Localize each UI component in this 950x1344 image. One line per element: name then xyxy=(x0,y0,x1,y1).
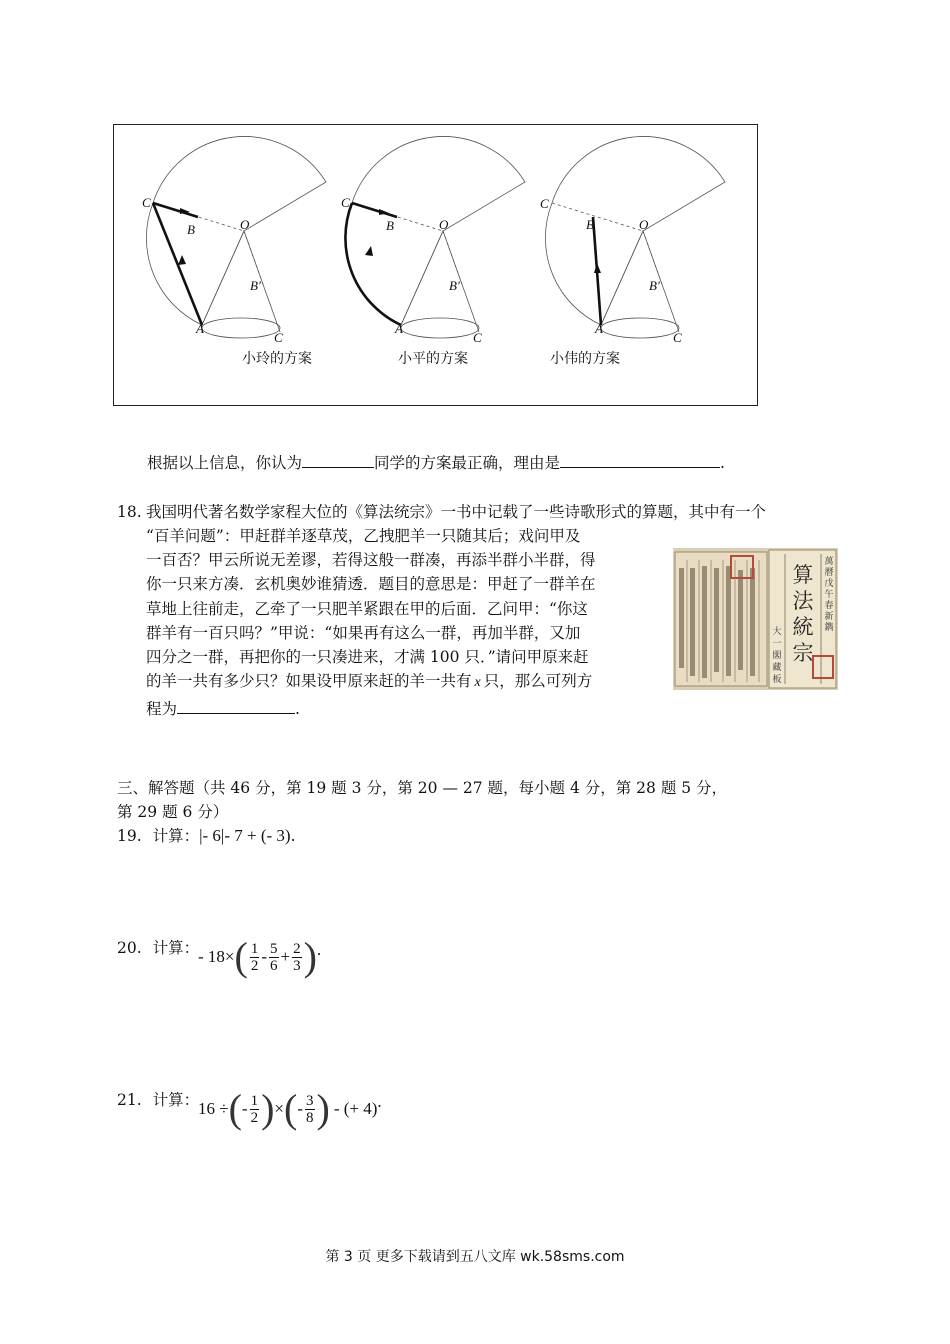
q21-paren-2-right: ) xyxy=(316,1086,330,1131)
q18-line9-end: . xyxy=(295,700,300,718)
book-small-3: 閣 xyxy=(772,651,782,661)
q18-line3: 一百否？甲云所说无差谬，若得这般一群凑，再添半群小半群，得 xyxy=(146,551,596,569)
q21-paren-1-right: ) xyxy=(261,1086,275,1131)
q21-end: . xyxy=(377,1092,382,1111)
q21-number: 21. xyxy=(117,1091,142,1109)
q21-frac-2: $\frac{3}{8}$ xyxy=(306,1092,314,1126)
q18-line4: 你一只来方凑．玄机奥妙谁猜透．题目的意思是：甲赶了一群羊在 xyxy=(146,575,596,593)
book-title-char-2: 法 xyxy=(792,589,814,613)
q21-lead: 16 ÷ xyxy=(198,1099,229,1118)
q17-end: . xyxy=(720,454,725,472)
book-title-char-4: 宗 xyxy=(792,641,814,665)
label-c2-1: C xyxy=(274,330,283,345)
book-side-6: 新 xyxy=(824,612,834,622)
q18-line7: 四分之一群，再把你的一只凑进来，才满 100 只．”请问甲原来赶 xyxy=(146,648,589,666)
q18-line9-text: 程为 xyxy=(146,700,178,718)
q21-tail: - (+ 4) xyxy=(333,1099,378,1118)
book-small-4: 藏 xyxy=(772,663,782,673)
q18-number: 18. xyxy=(117,503,142,521)
q18-blank-equation[interactable] xyxy=(177,695,295,714)
book-small-2: 一 xyxy=(772,639,782,649)
q18-line6: 群羊有一百只吗？”甲说：“如果再有这么一群，再加半群，又加 xyxy=(146,624,581,642)
book-title-char-3: 統 xyxy=(792,615,814,639)
q20-number: 20. xyxy=(117,939,142,957)
section3-title-line1: 三、解答题（共 46 分，第 19 题 3 分，第 20 — 27 题，每小题 4 分，第 28 题 5 分， xyxy=(117,779,728,797)
book-side-2: 曆 xyxy=(824,568,834,578)
q19-number: 19. xyxy=(117,827,142,845)
q21-label: 计算： xyxy=(152,1091,200,1109)
q20-end: . xyxy=(316,940,322,959)
q19-end: . xyxy=(290,827,296,845)
q21-paren-1-left: ( xyxy=(228,1086,242,1131)
q21-expression xyxy=(198,1086,382,1132)
label-o-1: O xyxy=(240,217,250,232)
q21-paren-2-left: ( xyxy=(284,1086,298,1131)
q17-answer-line xyxy=(147,449,725,475)
label-bp-3: B' xyxy=(649,278,660,293)
book-side-5: 春 xyxy=(824,601,834,611)
cone-unfolding-diagram xyxy=(114,125,759,407)
book-side-3: 戊 xyxy=(824,579,834,589)
book-side-1: 萬 xyxy=(824,557,834,567)
caption-xiaowei: 小伟的方案 xyxy=(550,351,620,367)
label-o-2: O xyxy=(439,217,449,232)
xiaoling-path-cb xyxy=(153,203,198,217)
caption-xiaoling: 小玲的方案 xyxy=(242,351,312,367)
label-c-1: C xyxy=(142,195,151,210)
book-small-1: 大 xyxy=(772,627,782,637)
label-c-2: C xyxy=(341,195,350,210)
q20-right-paren: ) xyxy=(303,934,317,979)
q21-frac-1: $\frac{1}{2}$ xyxy=(250,1092,259,1126)
label-a-2: A xyxy=(395,321,403,336)
suanfa-tongzong-book-image xyxy=(673,548,838,690)
label-c2-3: C xyxy=(673,330,682,345)
q21-times: × xyxy=(274,1099,285,1118)
label-c-3: C xyxy=(540,196,549,211)
q17-blank-student[interactable] xyxy=(302,449,374,468)
q17-prefix: 根据以上信息，你认为 xyxy=(147,454,303,472)
q20-left-paren: ( xyxy=(234,934,248,979)
book-title-char-1: 算 xyxy=(792,563,814,587)
label-a-3: A xyxy=(595,321,603,336)
q21-sign-2: - xyxy=(297,1099,304,1118)
q20-frac-3: $\frac{2}{3}$ xyxy=(293,940,301,974)
label-b-1: B xyxy=(187,222,195,237)
label-bp-2: B' xyxy=(449,278,460,293)
q18-line8-b: 只，那么可列方 xyxy=(483,672,593,690)
q18-line2: “百羊问题”：甲赶群羊逐草茂，乙拽肥羊一只随其后；戏问甲及 xyxy=(146,527,581,545)
q18-line5: 草地上往前走，乙牵了一只肥羊紧跟在甲的后面．乙问甲：“你这 xyxy=(146,600,588,618)
q19 xyxy=(117,824,296,848)
book-side-4: 午 xyxy=(824,590,834,600)
q17-blank-reason[interactable] xyxy=(560,449,720,468)
xiaoping-path-cb xyxy=(352,203,397,217)
page-footer: 第 3 页 更多下载请到五八文库 wk.58sms.com xyxy=(325,1249,625,1265)
q20-number-line xyxy=(117,936,199,960)
q19-expression: |- 6|- 7 + (- 3) xyxy=(199,826,291,845)
q20-frac-1: $\frac{1}{2}$ xyxy=(250,940,259,974)
q18-line8 xyxy=(146,669,592,695)
q21-sign-1: - xyxy=(241,1099,248,1118)
q20-frac-2: $\frac{5}{6}$ xyxy=(270,940,278,974)
caption-xiaoping: 小平的方案 xyxy=(398,351,468,367)
label-a-1: A xyxy=(196,321,204,336)
q20-label: 计算： xyxy=(152,939,200,957)
q17-middle: 同学的方案最正确，理由是 xyxy=(374,454,561,472)
book-small-5: 板 xyxy=(772,675,782,685)
q20-op-2: + xyxy=(280,947,291,966)
q18-line9 xyxy=(146,695,300,721)
section3-title-line2: 第 29 题 6 分） xyxy=(117,803,229,821)
q20-op-1: - xyxy=(261,947,267,966)
label-b-3: B xyxy=(586,217,594,232)
label-o-3: O xyxy=(639,217,649,232)
q18-variable-x: x xyxy=(474,675,481,690)
q19-label: 计算： xyxy=(152,827,200,845)
label-bp-1: B' xyxy=(250,278,261,293)
q20-lead: - 18× xyxy=(198,947,235,966)
q21-number-line xyxy=(117,1088,199,1112)
label-b-2: B xyxy=(386,218,394,233)
book-side-7: 鐫 xyxy=(824,623,834,633)
label-c2-2: C xyxy=(473,330,482,345)
q18-line1: 我国明代著名数学家程大位的《算法统宗》一书中记载了一些诗歌形式的算题，其中有一个 xyxy=(146,503,767,521)
q18-line8-a: 的羊一共有多少只？如果设甲原来赶的羊一共有 xyxy=(146,672,472,690)
q20-expression xyxy=(198,934,321,980)
figure-box xyxy=(113,124,758,406)
